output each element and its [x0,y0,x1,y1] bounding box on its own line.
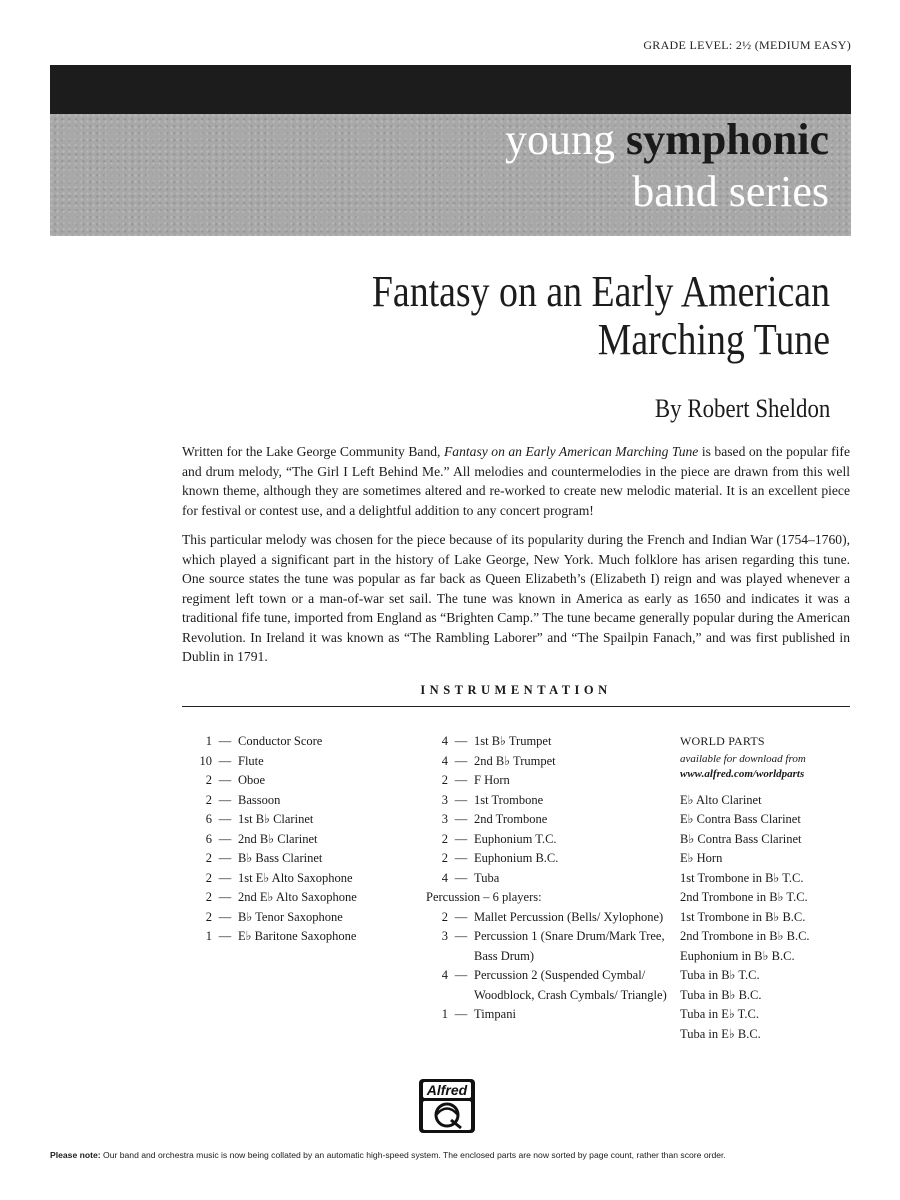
dash-separator: — [218,870,232,885]
instrument-column-1 [190,732,415,947]
world-part-item: B♭ Contra Bass Clarinet [680,831,802,846]
part-name: 1st E♭ Alto Saxophone [238,870,353,885]
part-name: Euphonium T.C. [474,831,557,846]
alfred-logo [418,1078,476,1134]
dash-separator: — [454,929,468,943]
world-parts-url: www.alfred.com/worldparts [680,767,805,780]
series-word-symphonic: symphonic [626,115,829,164]
dash-separator: — [218,792,232,807]
series-title-line2: band series [632,167,829,216]
dash-separator: — [218,773,232,787]
part-name: Conductor Score [238,734,323,748]
part-quantity: 2 [205,909,212,924]
description-paragraph-1 [182,442,850,520]
part-name: 2nd E♭ Alto Saxophone [238,890,357,904]
world-part-item: 2nd Trombone in B♭ T.C. [680,890,808,904]
instrument-row [190,888,415,908]
dash-separator: — [218,890,232,904]
para1-title-italic: Fantasy on an Early American Marching Tune [443,444,699,459]
instrument-row [426,791,671,811]
instrument-row [190,732,415,752]
dash-separator: — [454,1007,468,1021]
part-name: 2nd Trombone [474,812,548,826]
part-quantity: 1 [205,929,212,943]
world-part-item: E♭ Contra Bass Clarinet [680,812,801,826]
percussion-row [426,966,671,1005]
part-quantity: 2 [205,851,212,865]
part-quantity: 10 [199,753,212,768]
part-name: 1st B♭ Trumpet [474,734,552,748]
dash-separator: — [454,773,468,787]
world-part-item: Tuba in E♭ B.C. [680,1026,761,1041]
part-quantity: 2 [205,890,212,904]
part-quantity: 4 [441,968,448,982]
part-quantity: 2 [205,773,212,787]
instrument-row [426,869,671,889]
title-line1: Fantasy on an Early American [371,267,830,316]
world-part-item: 2nd Trombone in B♭ B.C. [680,929,810,943]
composer-byline: By Robert Sheldon [654,394,830,423]
part-name: Timpani [474,1007,516,1021]
world-part-item: Tuba in B♭ B.C. [680,987,762,1002]
part-quantity: 1 [441,1007,448,1021]
instrumentation-heading: INSTRUMENTATION [420,683,612,697]
dash-separator: — [454,831,468,846]
dash-separator: — [218,929,232,943]
world-parts-availability: available for download from [680,752,806,765]
description-paragraph-2: This particular melody was chosen for the piece because of its popularity during the French and Indian War (1754–1760), which played a significant part in the history of Lake George, New York. Much folklore has arisen regarding this tune. One source states the tune was popular as far back as Queen Elizabeth’s (Elizabeth I) reign and was played whenever a regiment left town or a man-of-war set sail. The tune was known in America as early as 1650 and indicates it was a traditional fife tune, imported from England as “Brighten Camp.” The tune became generally popular during the American Revolution. In Ireland it was known as “The Rambling Laborer” and “The Spailpin Fanach,” and was first published in Dublin in 1791. [182,532,850,664]
world-parts-title: WORLD PARTS [680,734,765,748]
part-quantity: 3 [441,792,448,807]
dash-separator: — [454,851,468,865]
part-quantity: 3 [441,929,448,943]
part-name: 2nd B♭ Clarinet [238,831,318,846]
series-title-line1 [505,115,829,164]
instrument-row [426,830,671,850]
instrument-row [426,849,671,869]
alfred-logo-text: Alfred [426,1082,468,1098]
instrumentation-rule [182,706,850,707]
instrument-row [190,810,415,830]
dash-separator: — [454,909,468,924]
part-quantity: 4 [441,734,448,748]
dash-separator: — [218,753,232,768]
part-quantity: 2 [441,831,448,846]
note-label: Please note: [50,1150,101,1160]
instrument-row [190,771,415,791]
world-part-item: Tuba in E♭ T.C. [680,1007,759,1021]
part-name: Flute [238,753,264,768]
dash-separator: — [218,909,232,924]
world-part-item: E♭ Alto Clarinet [680,792,762,807]
part-quantity: 1 [205,734,212,748]
part-quantity: 4 [441,753,448,768]
world-part-item: E♭ Horn [680,851,723,865]
instrument-column-2 [426,732,671,1025]
part-name: Percussion 2 (Suspended Cymbal/ Woodblock, Crash Cymbals/ Triangle) [474,968,667,1002]
note-text: Our band and orchestra music is now being collated by an automatic high-speed system. The enclosed parts are now sorted by page count, rather than score order. [100,1150,726,1160]
world-part-item: Euphonium in B♭ B.C. [680,948,795,963]
percussion-row [426,927,671,966]
part-name: E♭ Baritone Saxophone [238,929,357,943]
part-name: 2nd B♭ Trumpet [474,753,556,768]
part-quantity: 2 [441,851,448,865]
header-bar [50,65,851,114]
dash-separator: — [454,792,468,807]
part-quantity: 2 [205,792,212,807]
part-name: Oboe [238,773,266,787]
dash-separator: — [454,812,468,826]
instrument-row [190,869,415,889]
part-name: Mallet Percussion (Bells/ Xylophone) [474,909,664,924]
instrument-row [190,927,415,947]
instrument-row [426,752,671,772]
percussion-row [426,1005,671,1025]
instrument-row [190,752,415,772]
instrument-row [426,771,671,791]
instrument-row [190,908,415,928]
world-part-item: 1st Trombone in B♭ B.C. [680,909,806,924]
instrument-row [190,791,415,811]
para1-rest: is based on the popular fife and drum melody, “The Girl I Left Behind Me.” All melodies and countermelodies in the piece are drawn from this well known theme, although they are sometimes altered and re-worked to create new melodic material. It is an excellent piece for festival or contest use, and a delightful addition to any concert program! [182,444,850,518]
dash-separator: — [454,734,468,748]
dash-separator: — [218,831,232,846]
piece-title [228,268,830,364]
part-name: Tuba [474,870,500,885]
title-line2: Marching Tune [597,315,830,364]
part-quantity: 6 [205,812,212,826]
dash-separator: — [218,851,232,865]
part-quantity: 2 [205,870,212,885]
part-quantity: 2 [441,909,448,924]
part-name: Percussion 1 (Snare Drum/Mark Tree, Bass Drum) [474,929,665,963]
world-part-item: Tuba in B♭ T.C. [680,968,760,982]
part-name: 1st B♭ Clarinet [238,812,314,826]
part-name: F Horn [474,773,510,787]
part-name: 1st Trombone [474,792,544,807]
series-banner [50,114,851,236]
dash-separator: — [454,753,468,768]
dash-separator: — [454,968,468,982]
world-parts-column [680,732,860,1044]
percussion-heading: Percussion – 6 players: [426,890,542,904]
instrument-row [190,849,415,869]
para1-lead: Written for the Lake George Community Band, [182,444,444,459]
collation-note [50,1150,860,1160]
part-name: Bassoon [238,792,281,807]
part-name: Euphonium B.C. [474,851,559,865]
part-quantity: 6 [205,831,212,846]
series-word-young: young [505,115,616,164]
world-part-item: 1st Trombone in B♭ T.C. [680,870,804,885]
grade-level: GRADE LEVEL: 2½ (MEDIUM EASY) [643,38,851,52]
instrument-row [426,732,671,752]
dash-separator: — [218,734,232,748]
part-quantity: 3 [441,812,448,826]
dash-separator: — [218,812,232,826]
part-name: B♭ Tenor Saxophone [238,909,343,924]
percussion-row [426,908,671,928]
dash-separator: — [454,870,468,885]
instrument-row [190,830,415,850]
part-quantity: 4 [441,870,448,885]
part-name: B♭ Bass Clarinet [238,851,323,865]
part-quantity: 2 [441,773,448,787]
instrument-row [426,810,671,830]
